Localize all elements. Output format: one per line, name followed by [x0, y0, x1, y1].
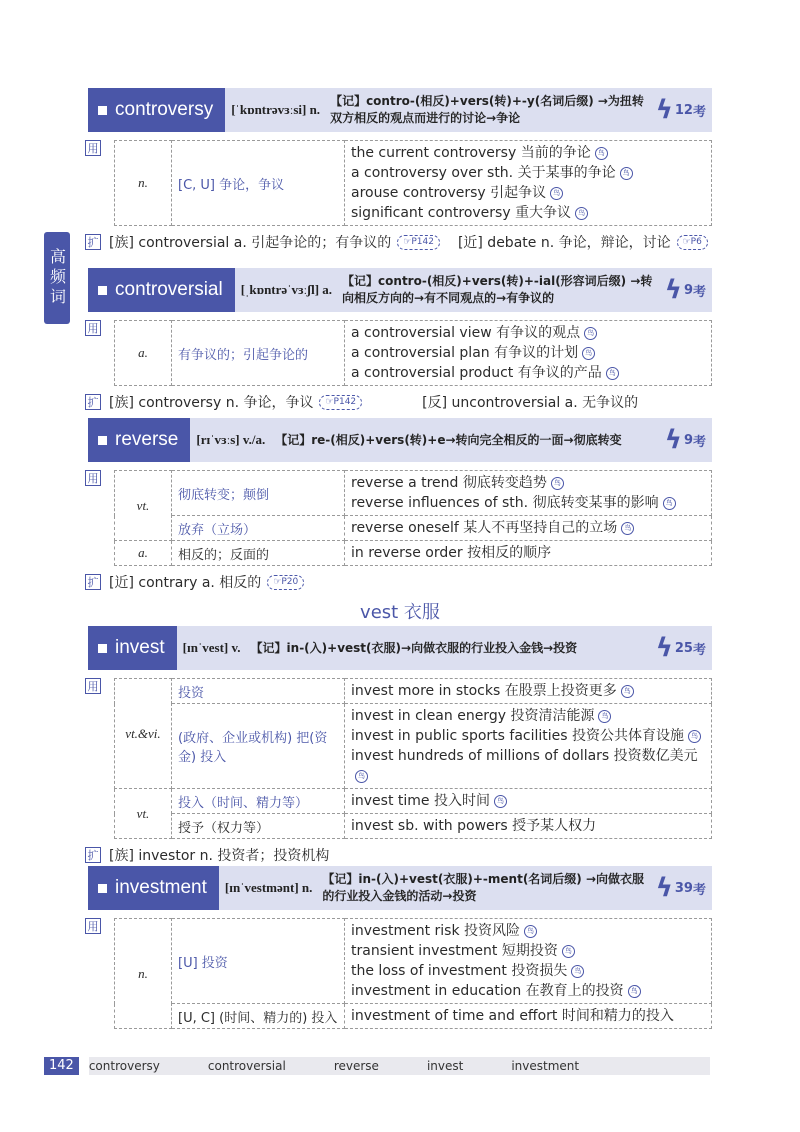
entry-controversy [88, 88, 712, 252]
table-row [115, 321, 712, 386]
example: invest more in stocks 在股票上投资更多 鸟 [351, 681, 705, 701]
example: a controversial product 有争议的产品 鸟 [351, 363, 705, 383]
bullet-square-icon [98, 884, 107, 893]
part-of-speech: a. [115, 541, 172, 566]
header-band [190, 418, 712, 462]
examples [345, 919, 712, 1004]
memo-icon: 鸟 [551, 477, 564, 490]
page-ref-link[interactable]: ☞P142 [319, 395, 362, 410]
memo-icon: 鸟 [621, 522, 634, 535]
exam-count-suffix: 考 [692, 882, 706, 898]
exam-count-suffix: 考 [692, 434, 706, 450]
lightning-icon: ϟ [655, 873, 673, 903]
headword-badge [88, 418, 190, 462]
footer-word-index [89, 1057, 710, 1075]
phonetic: [ˈkɒntrəvɜːsi] n. [231, 102, 321, 117]
exam-count [656, 95, 706, 125]
headword: investment [115, 877, 207, 898]
meaning: 投入（时间、精力等） [172, 789, 345, 814]
example: investment of time and effort 时间和精力的投入 [351, 1008, 674, 1024]
table-row [115, 471, 712, 516]
exam-count-number: 25 [674, 640, 693, 656]
entry-controversial [88, 268, 712, 412]
examples [345, 679, 712, 704]
extension-family: [族] controversial a. 引起争论的；有争议的 [109, 235, 392, 251]
page-footer [44, 1056, 710, 1076]
extension-antonym: [反] uncontroversial a. 无争议的 [422, 395, 639, 411]
example: reverse influences of sth. 彻底转变某事的影响 鸟 [351, 493, 705, 513]
exam-count [665, 275, 706, 305]
example: reverse oneself 某人不再坚持自己的立场 鸟 [351, 518, 705, 538]
memo-icon: 鸟 [550, 187, 563, 200]
footer-word: reverse [333, 1059, 379, 1073]
example: a controversial view 有争议的观点 鸟 [351, 323, 705, 343]
examples [345, 141, 712, 226]
usage-block [88, 678, 712, 839]
meaning: 投资 [172, 679, 345, 704]
memo-icon: 鸟 [355, 770, 368, 783]
extension-tag: 扩 [85, 234, 101, 250]
meaning: [U, C] (时间、精力的) 投入 [172, 1004, 345, 1029]
lightning-icon: ϟ [664, 425, 682, 455]
usage-table [114, 470, 712, 566]
footer-word: controversy [88, 1059, 160, 1073]
table-row [115, 789, 712, 814]
bullet-square-icon [98, 106, 107, 115]
entry-header [88, 866, 712, 910]
table-row [115, 516, 712, 541]
part-of-speech: a. [115, 321, 172, 386]
exam-count-suffix: 考 [692, 284, 706, 300]
page-ref-link[interactable]: ☞P20 [267, 575, 304, 590]
footer-word: investment [511, 1059, 580, 1073]
meaning: 放弃（立场） [172, 516, 345, 541]
exam-count [665, 425, 706, 455]
exam-count-number: 39 [674, 880, 693, 896]
extension-line [88, 845, 712, 865]
memo-icon: 鸟 [628, 985, 641, 998]
header-band [219, 866, 712, 910]
meaning: [U] 投资 [172, 919, 345, 1004]
table-row [115, 704, 712, 789]
memo-icon: 鸟 [562, 945, 575, 958]
memo-icon: 鸟 [571, 965, 584, 978]
memo-icon: 鸟 [575, 207, 588, 220]
meaning: 彻底转变；颠倒 [172, 471, 345, 516]
memo-icon: 鸟 [524, 925, 537, 938]
table-row [115, 1004, 712, 1029]
usage-tag: 用 [85, 678, 101, 694]
part-of-speech: vt.&vi. [115, 679, 172, 789]
examples [345, 541, 712, 566]
meaning: (政府、企业或机构) 把(资金) 投入 [172, 704, 345, 789]
meaning: [C, U] 争论，争议 [172, 141, 345, 226]
example: invest sb. with powers 授予某人权力 [351, 818, 597, 834]
exam-count-number: 12 [674, 102, 693, 118]
memo-icon: 鸟 [595, 147, 608, 160]
example: the loss of investment 投资损失 鸟 [351, 961, 705, 981]
entry-header [88, 626, 712, 670]
entry-invest [88, 626, 712, 865]
examples [345, 516, 712, 541]
example: transient investment 短期投资 鸟 [351, 941, 705, 961]
usage-block [88, 320, 712, 386]
bullet-square-icon [98, 644, 107, 653]
meaning: 有争议的；引起争论的 [172, 321, 345, 386]
part-of-speech: n. [115, 141, 172, 226]
bullet-square-icon [98, 286, 107, 295]
extension-line [88, 392, 712, 412]
examples [345, 789, 712, 814]
exam-count-suffix: 考 [692, 642, 706, 658]
example: the current controversy 当前的争论 鸟 [351, 143, 705, 163]
usage-tag: 用 [85, 470, 101, 486]
memory-note: 【记】in-(入)+vest(衣服)→向做衣服的行业投入金钱→投资 [250, 640, 578, 655]
extension-family: [族] controversy n. 争论，争议 [109, 395, 314, 411]
footer-word: controversial [207, 1059, 286, 1073]
memory-note: 【记】contro-(相反)+vers(转)+-y(名词后缀) →为扭转双方相反的观点而进行的讨论→争论 [330, 94, 644, 125]
entry-investment [88, 866, 712, 1029]
table-row [115, 679, 712, 704]
lightning-icon: ϟ [664, 275, 682, 305]
extension-family: [族] investor n. 投资者；投资机构 [109, 848, 330, 864]
extension-line [88, 232, 712, 252]
memo-icon: 鸟 [582, 347, 595, 360]
memo-icon: 鸟 [620, 167, 633, 180]
part-of-speech: vt. [115, 789, 172, 839]
headword: controversy [115, 99, 214, 120]
root-group-title: vest 衣服 [360, 602, 440, 623]
phonetic: [ɪnˈvest] v. [182, 640, 241, 655]
headword: invest [115, 637, 165, 658]
usage-block [88, 140, 712, 226]
memo-icon: 鸟 [606, 367, 619, 380]
exam-count-number: 9 [683, 432, 693, 448]
usage-tag: 用 [85, 140, 101, 156]
entry-reverse [88, 418, 712, 592]
bullet-square-icon [98, 436, 107, 445]
memo-icon: 鸟 [663, 497, 676, 510]
memo-icon: 鸟 [688, 730, 701, 743]
memory-note: 【记】re-(相反)+vers(转)+e→转向完全相反的一面→彻底转变 [275, 432, 622, 447]
memory-note: 【记】in-(入)+vest(衣服)+-ment(名词后缀) →向做衣服的行业投入金钱的活动→投资 [322, 872, 645, 903]
lightning-icon: ϟ [655, 633, 673, 663]
example: reverse a trend 彻底转变趋势 鸟 [351, 473, 705, 493]
extension-synonym: [近] contrary a. 相反的 [109, 575, 262, 591]
memo-icon: 鸟 [584, 327, 597, 340]
example: investment risk 投资风险 鸟 [351, 921, 705, 941]
exam-count [656, 633, 706, 663]
exam-count-number: 9 [683, 282, 693, 298]
usage-table [114, 320, 712, 386]
table-row [115, 814, 712, 839]
usage-block [88, 918, 712, 1029]
memo-icon: 鸟 [598, 710, 611, 723]
headword: controversial [115, 279, 223, 300]
headword-badge [88, 268, 235, 312]
phonetic: [ˌkɒntrəˈvɜːʃl] a. [240, 282, 333, 297]
exam-count [656, 873, 706, 903]
extension-tag: 扩 [85, 574, 101, 590]
headword-badge [88, 626, 177, 670]
usage-tag: 用 [85, 918, 101, 934]
example: arouse controversy 引起争议 鸟 [351, 183, 705, 203]
examples [345, 471, 712, 516]
memo-icon: 鸟 [494, 795, 507, 808]
table-row [115, 141, 712, 226]
usage-table [114, 678, 712, 839]
footer-word: invest [426, 1059, 464, 1073]
usage-block [88, 470, 712, 566]
example: invest time 投入时间 鸟 [351, 791, 705, 811]
page-number: 142 [44, 1057, 79, 1075]
headword-badge [88, 88, 225, 132]
extension-tag: 扩 [85, 394, 101, 410]
example: invest in clean energy 投资清洁能源 鸟 [351, 706, 705, 726]
extension-line [88, 572, 712, 592]
exam-count-suffix: 考 [692, 104, 706, 120]
part-of-speech: n. [115, 919, 172, 1029]
memo-icon: 鸟 [621, 685, 634, 698]
lightning-icon: ϟ [655, 95, 673, 125]
table-row [115, 919, 712, 1004]
phonetic: [rɪˈvɜːs] v./a. [196, 432, 266, 447]
headword: reverse [115, 429, 179, 450]
header-band [235, 268, 712, 312]
usage-tag: 用 [85, 320, 101, 336]
part-of-speech: vt. [115, 471, 172, 541]
phonetic: [ɪnˈvestmənt] n. [224, 880, 313, 895]
examples [345, 321, 712, 386]
entry-header [88, 88, 712, 132]
page-ref-link[interactable]: ☞P142 [397, 235, 440, 250]
memory-note: 【记】contro-(相反)+vers(转)+-ial(形容词后缀) →转向相反方向的→有不同观点的→有争议的 [342, 274, 653, 305]
header-band [225, 88, 712, 132]
example: a controversy over sth. 关于某事的争论 鸟 [351, 163, 705, 183]
header-band [177, 626, 712, 670]
examples [345, 814, 712, 839]
extension-synonym: [近] debate n. 争论，辩论，讨论 [457, 235, 671, 251]
high-frequency-side-tab: 高频词 [44, 232, 70, 324]
example: invest hundreds of millions of dollars 投资数亿美元鸟 [351, 746, 705, 786]
example: significant controversy 重大争议 鸟 [351, 203, 705, 223]
table-row [115, 541, 712, 566]
extension-tag: 扩 [85, 847, 101, 863]
example: a controversial plan 有争议的计划 鸟 [351, 343, 705, 363]
entry-header [88, 268, 712, 312]
entry-header [88, 418, 712, 462]
examples [345, 704, 712, 789]
example: in reverse order 按相反的顺序 [351, 545, 552, 561]
headword-badge [88, 866, 219, 910]
meaning: 授予（权力等） [172, 814, 345, 839]
meaning: 相反的；反面的 [172, 541, 345, 566]
example: investment in education 在教育上的投资 鸟 [351, 981, 705, 1001]
examples [345, 1004, 712, 1029]
usage-table [114, 918, 712, 1029]
usage-table [114, 140, 712, 226]
example: invest in public sports facilities 投资公共体育设施 鸟 [351, 726, 705, 746]
page-ref-link[interactable]: ☞P6 [677, 235, 708, 250]
